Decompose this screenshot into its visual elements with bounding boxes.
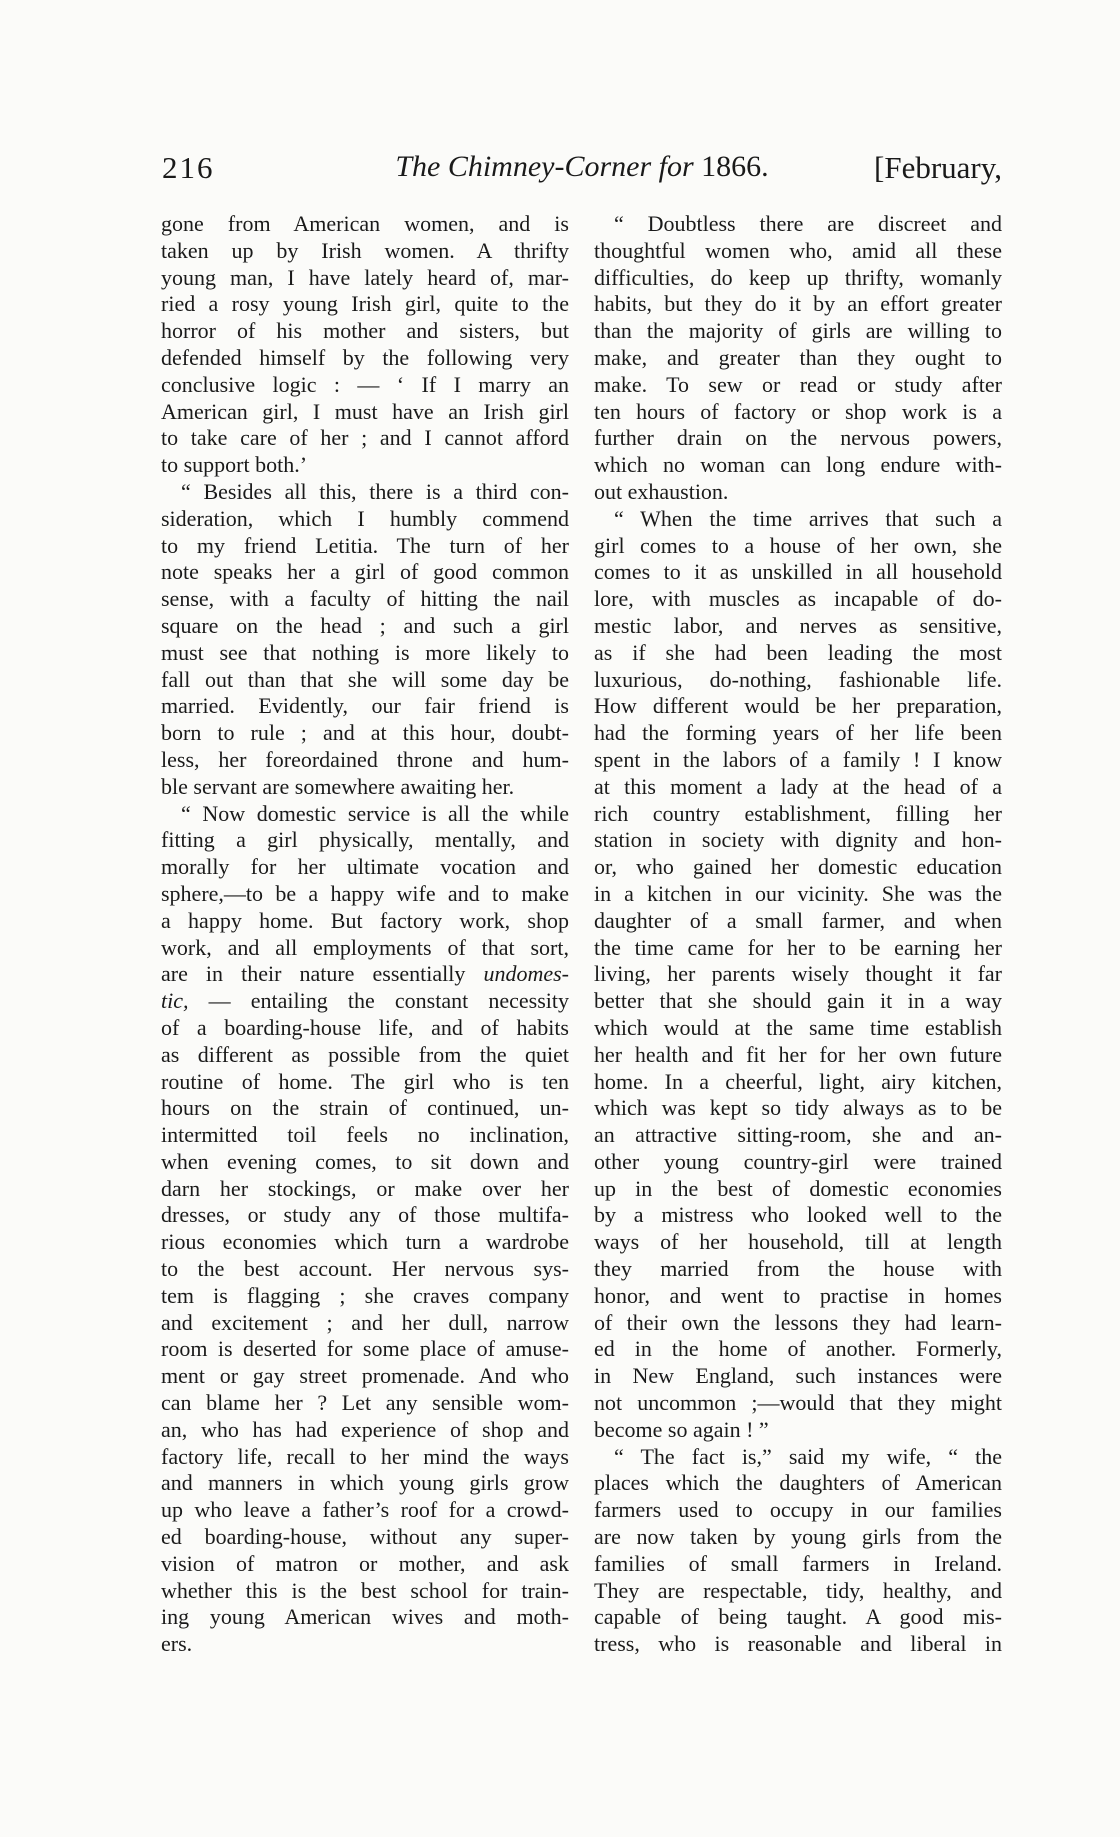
text-line: when evening comes, to sit down and	[161, 1148, 569, 1174]
text-line: defended himself by the following very	[161, 344, 569, 370]
text-line: honor, and went to practise in homes	[594, 1282, 1002, 1308]
text-line: had the forming years of her life been	[594, 720, 1002, 746]
text-line: at this moment a lady at the head of a	[594, 773, 1002, 799]
text-line: of their own the lessons they had learn-	[594, 1309, 1002, 1335]
text-line: sideration, which I humbly commend	[161, 505, 569, 531]
text-line: make. To sew or read or study after	[594, 371, 1002, 397]
text-line: by a mistress who looked well to the	[594, 1202, 1002, 1228]
text-line: work, and all employments of that sort,	[161, 934, 569, 960]
text-line: capable of being taught. A good mis-	[594, 1604, 1002, 1630]
text-line: gone from American women, and is	[161, 211, 569, 236]
text-line: ble servant are somewhere awaiting her.	[161, 773, 515, 799]
text-line: difficulties, do keep up thrifty, womanly	[594, 264, 1002, 290]
paragraph	[161, 211, 569, 479]
running-month: [February,	[874, 150, 1002, 185]
text-line	[161, 961, 569, 988]
left-column	[161, 211, 569, 1658]
text-line: ried a rosy young Irish girl, quite to the	[161, 291, 569, 317]
text-line: better that she should gain it in a way	[594, 988, 1002, 1014]
text-line: rious economies which turn a wardrobe	[161, 1229, 569, 1255]
text-line: girl comes to a house of her own, she	[594, 532, 1002, 558]
text-line: “ When the time arrives that such a	[614, 505, 1002, 531]
text-line: ing young American wives and moth-	[161, 1604, 569, 1630]
text-line: other young country-girl were trained	[594, 1148, 1002, 1174]
italic-text: tic,	[161, 988, 189, 1014]
text-line: a happy home. But factory work, shop	[161, 907, 569, 933]
text-line: square on the head ; and such a girl	[161, 612, 569, 638]
text-line: which was kept so tidy always as to be	[594, 1095, 1002, 1121]
text-line: up in the best of domestic economies	[594, 1175, 1002, 1201]
text-line: American girl, I must have an Irish girl	[161, 398, 569, 424]
text-line: as if she had been leading the most	[594, 639, 1002, 665]
right-column	[594, 211, 1002, 1658]
text-line: They are respectable, tidy, healthy, and	[594, 1577, 1002, 1603]
text-line	[161, 988, 569, 1015]
text-line: dresses, or study any of those multifa-	[161, 1202, 569, 1228]
text-line: become so again ! ”	[594, 1416, 769, 1442]
text-line: as different as possible from the quiet	[161, 1041, 569, 1067]
paragraph	[161, 801, 569, 1659]
running-header	[162, 150, 1002, 200]
text-line: they married from the house with	[594, 1256, 1002, 1282]
text-line: home. In a cheerful, light, airy kitchen,	[594, 1068, 1002, 1094]
text-line: “ Besides all this, there is a third con-	[181, 478, 569, 504]
text-line: farmers used to occupy in our families	[594, 1497, 1002, 1523]
text-line: which no woman can long endure with-	[594, 452, 1002, 478]
text-line: note speaks her a girl of good common	[161, 559, 569, 585]
text-line: fall out than that she will some day be	[161, 666, 569, 692]
text-line: fitting a girl physically, mentally, and	[161, 827, 569, 853]
text-line: ment or gay street promenade. And who	[161, 1363, 569, 1389]
text-line: thoughtful women who, amid all these	[594, 237, 1002, 263]
text-line: “ Now domestic service is all the while	[181, 800, 569, 826]
text-line: to my friend Letitia. The turn of her	[161, 532, 569, 558]
text-line: taken up by Irish women. A thrifty	[161, 237, 569, 263]
text-line: tress, who is reasonable and liberal in	[594, 1631, 1002, 1657]
text-line: ed boarding-house, without any super-	[161, 1524, 569, 1550]
text-line: room is deserted for some place of amuse-	[161, 1336, 569, 1362]
text-line: further drain on the nervous powers,	[594, 425, 1002, 451]
text-line: rich country establishment, filling her	[594, 800, 1002, 826]
text-line: routine of home. The girl who is ten	[161, 1068, 569, 1094]
text-line: living, her parents wisely thought it far	[594, 961, 1002, 987]
text-line: ten hours of factory or shop work is a	[594, 398, 1002, 424]
text-line: ways of her household, till at length	[594, 1229, 1002, 1255]
text-line: married. Evidently, our fair friend is	[161, 693, 569, 719]
text-line: How different would be her preparation,	[594, 693, 1002, 719]
text-line: are now taken by young girls from the	[594, 1524, 1002, 1550]
text-line: spent in the labors of a family ! I know	[594, 746, 1002, 772]
text-line: in New England, such instances were	[594, 1363, 1002, 1389]
text-line: ed in the home of another. Formerly,	[594, 1336, 1002, 1362]
text-line: to take care of her ; and I cannot afford	[161, 425, 569, 451]
page-number: 216	[162, 150, 215, 185]
running-title-text: The Chimney-Corner for	[395, 150, 702, 183]
text-line: her health and fit her for her own future	[594, 1041, 1002, 1067]
paragraph	[594, 211, 1002, 506]
text-line: out exhaustion.	[594, 478, 729, 504]
paragraph	[594, 1444, 1002, 1658]
text-line: comes to it as unskilled in all household	[594, 559, 1002, 585]
text-line: to support both.’	[161, 452, 308, 478]
text-line: which would at the same time establish	[594, 1014, 1002, 1040]
text-line: sense, with a faculty of hitting the nail	[161, 586, 569, 612]
text-line: daughter of a small farmer, and when	[594, 907, 1002, 933]
text-line: vision of matron or mother, and ask	[161, 1550, 569, 1576]
text-line: places which the daughters of American	[594, 1470, 1002, 1496]
text-run: — entailing the constant necessity	[188, 988, 569, 1014]
text-line: in a kitchen in our vicinity. She was the	[594, 880, 1002, 906]
text-line: morally for her ultimate vocation and	[161, 854, 569, 880]
text-line: ers.	[161, 1631, 193, 1657]
text-line: must see that nothing is more likely to	[161, 639, 569, 665]
text-line: sphere,—to be a happy wife and to make	[161, 880, 569, 906]
paragraph	[161, 479, 569, 801]
text-line: families of small farmers in Ireland.	[594, 1550, 1002, 1576]
text-line: born to rule ; and at this hour, doubt-	[161, 720, 569, 746]
text-line: to the best account. Her nervous sys-	[161, 1256, 569, 1282]
text-line: and manners in which young girls grow	[161, 1470, 569, 1496]
text-line: “ The fact is,” said my wife, “ the	[614, 1443, 1002, 1469]
text-line: habits, but they do it by an effort greater	[594, 291, 1002, 317]
text-line: not uncommon ;—would that they might	[594, 1390, 1002, 1416]
text-line: of a boarding-house life, and of habits	[161, 1014, 569, 1040]
text-line: luxurious, do-nothing, fashionable life.	[594, 666, 1002, 692]
text-line: mestic labor, and nerves as sensitive,	[594, 612, 1002, 638]
text-line: conclusive logic : — ‘ If I marry an	[161, 371, 569, 397]
text-line: can blame her ? Let any sensible wom-	[161, 1390, 569, 1416]
paragraph-part	[161, 1015, 569, 1658]
text-line: less, her foreordained throne and hum-	[161, 746, 569, 772]
text-line: or, who gained her domestic education	[594, 854, 1002, 880]
text-line: whether this is the best school for train-	[161, 1577, 569, 1603]
text-line: “ Doubtless there are discreet and	[614, 211, 1002, 236]
italic-text: undomes-	[483, 961, 569, 987]
text-line: intermitted toil feels no inclination,	[161, 1122, 569, 1148]
running-title-year: 1866.	[701, 150, 769, 183]
text-line: darn her stockings, or make over her	[161, 1175, 569, 1201]
text-line: young man, I have lately heard of, mar-	[161, 264, 569, 290]
text-line: and excitement ; and her dull, narrow	[161, 1309, 569, 1335]
text-line: make, and greater than they ought to	[594, 344, 1002, 370]
text-line: factory life, recall to her mind the ways	[161, 1443, 569, 1469]
text-line: station in society with dignity and hon-	[594, 827, 1002, 853]
text-line: tem is flagging ; she craves company	[161, 1282, 569, 1308]
paragraph-part	[161, 801, 569, 962]
text-line: an attractive sitting-room, she and an-	[594, 1122, 1002, 1148]
text-line: the time came for her to be earning her	[594, 934, 1002, 960]
paragraph	[594, 506, 1002, 1444]
text-line: lore, with muscles as incapable of do-	[594, 586, 1002, 612]
text-line: an, who has had experience of shop and	[161, 1416, 569, 1442]
text-run: are in their nature essentially	[161, 961, 484, 987]
text-line: hours on the strain of continued, un-	[161, 1095, 569, 1121]
text-line: than the majority of girls are willing to	[594, 318, 1002, 344]
text-line: up who leave a father’s roof for a crowd-	[161, 1497, 569, 1523]
text-line: horror of his mother and sisters, but	[161, 318, 569, 344]
